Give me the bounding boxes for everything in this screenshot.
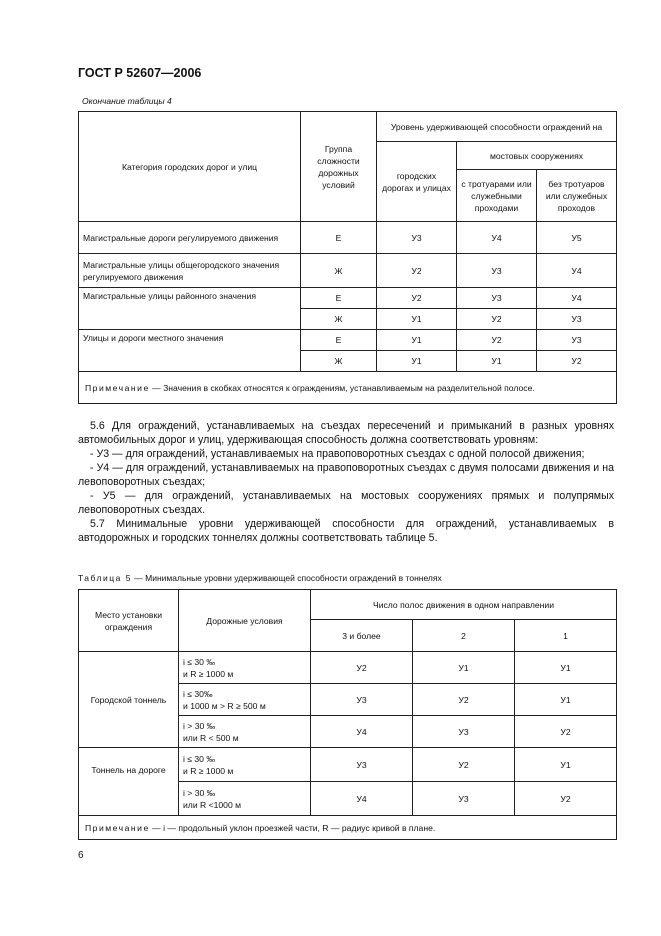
condition-cell: i > 30 ‰ или R < 500 м [179, 716, 311, 748]
level-cell: У2 [311, 652, 413, 684]
th-lanes: Число полос движения в одном направлении [311, 590, 617, 620]
level-cell: У2 [515, 716, 617, 748]
table4-caption: Окончание таблицы 4 [82, 96, 172, 106]
level-cell: У2 [413, 748, 515, 782]
level-cell: У2 [377, 254, 457, 288]
place-road-tunnel: Тоннель на дороге [79, 748, 179, 816]
th-group: Группа сложности дорожных условий [301, 112, 377, 222]
category-cell: Магистральные улицы общегородского значения регулируемого движения [79, 254, 301, 288]
category-cell: Магистральные улицы районного значения [79, 288, 301, 330]
level-cell: У3 [413, 782, 515, 816]
place-city-tunnel: Городской тоннель [79, 652, 179, 748]
level-cell: У5 [537, 222, 617, 254]
group-cell: Е [301, 222, 377, 254]
table-row [79, 748, 617, 782]
category-cell: Магистральные дороги регулируемого движения [79, 222, 301, 254]
level-cell: У3 [537, 330, 617, 351]
level-cell: У1 [377, 351, 457, 372]
th-with-sidewalks: с тротуарами или служебными проходами [457, 170, 537, 222]
level-cell: У4 [537, 254, 617, 288]
level-cell: У1 [413, 652, 515, 684]
table-4 [78, 111, 617, 404]
th-place: Место установки ограждения [79, 590, 179, 652]
caption-text: — Минимальные уровни удерживающей способности ограждений в тоннелях [131, 573, 442, 583]
th-level: Уровень удерживающей способности ограждений на [377, 112, 617, 142]
paragraph-5-6: 5.6 Для ограждений, устанавливаемых на съездах пересечений и примыканий в разных уровнях автомобильных дорог и улиц, удерживающая способность должна соответствовать уровням: [78, 420, 614, 446]
level-cell: У2 [457, 309, 537, 330]
level-cell: У4 [537, 288, 617, 309]
level-cell: У3 [377, 222, 457, 254]
note-text: — Значения в скобках относятся к ограждениям, устанавливаемым на разделительной полосе. [149, 382, 535, 393]
th-without-sidewalks: без тротуаров или служебных проходов [537, 170, 617, 222]
document-header: ГОСТ Р 52607—2006 [78, 66, 202, 80]
table-row [79, 288, 617, 309]
group-cell: Ж [301, 351, 377, 372]
level-cell: У1 [377, 330, 457, 351]
level-cell: У1 [515, 748, 617, 782]
th-city-roads: городских дорогах и улицах [377, 142, 457, 222]
level-cell: У3 [413, 716, 515, 748]
body-text [78, 419, 614, 545]
category-cell: Улицы и дороги местного значения [79, 330, 301, 372]
level-cell: У4 [457, 222, 537, 254]
group-cell: Е [301, 288, 377, 309]
level-cell: У3 [311, 748, 413, 782]
th-lanes-2: 2 [413, 620, 515, 652]
level-cell: У4 [311, 782, 413, 816]
level-cell: У3 [311, 684, 413, 716]
page-number: 6 [78, 850, 84, 861]
table5-note [79, 816, 617, 840]
level-cell: У3 [457, 288, 537, 309]
th-category: Категория городских дорог и улиц [79, 112, 301, 222]
condition-cell: i ≤ 30 ‰ и R ≥ 1000 м [179, 652, 311, 684]
level-cell: У1 [515, 652, 617, 684]
bullet-y4: - У4 — для ограждений, устанавливаемых на правоповоротных съездах с двумя полосами движения и на левоповоротных съездах; [78, 462, 614, 488]
level-cell: У2 [457, 330, 537, 351]
table-row [79, 222, 617, 254]
group-cell: Ж [301, 309, 377, 330]
condition-cell: i ≤ 30 ‰ и R ≥ 1000 м [179, 748, 311, 782]
th-lanes-1: 1 [515, 620, 617, 652]
level-cell: У2 [515, 782, 617, 816]
bullet-y3: - У3 — для ограждений, устанавливаемых на правоповоротных съездах с одной полосой движения; [90, 448, 585, 460]
level-cell: У1 [515, 684, 617, 716]
level-cell: У2 [413, 684, 515, 716]
th-conditions: Дорожные условия [179, 590, 311, 652]
table-row [79, 652, 617, 684]
th-lanes-3: 3 и более [311, 620, 413, 652]
level-cell: У1 [457, 351, 537, 372]
level-cell: У3 [457, 254, 537, 288]
table4-note [79, 372, 617, 404]
paragraph-5-7: 5.7 Минимальные уровни удерживающей способности для ограждений, устанавливаемых в автодорожных и городских тоннелях должны соответствовать таблице 5. [78, 518, 614, 544]
table-5 [78, 589, 617, 840]
caption-label: Таблица 5 [78, 573, 132, 583]
level-cell: У1 [377, 309, 457, 330]
note-label: Примечание [85, 822, 150, 833]
note-label: Примечание [85, 382, 150, 393]
table-row [79, 254, 617, 288]
bullet-y5: - У5 — для ограждений, устанавливаемых на мостовых сооружениях прямых и полупрямых левоповоротных съездах. [78, 490, 614, 516]
condition-cell: i > 30 ‰ или R <1000 м [179, 782, 311, 816]
table-row [79, 330, 617, 351]
group-cell: Ж [301, 254, 377, 288]
table5-caption [78, 573, 442, 583]
th-bridges: мостовых сооружениях [457, 142, 617, 170]
condition-cell: i ≤ 30‰ и 1000 м > R ≥ 500 м [179, 684, 311, 716]
level-cell: У2 [537, 351, 617, 372]
level-cell: У4 [311, 716, 413, 748]
level-cell: У3 [537, 309, 617, 330]
group-cell: Е [301, 330, 377, 351]
level-cell: У2 [377, 288, 457, 309]
note-text: — i — продольный уклон проезжей части, R — радиус кривой в плане. [149, 822, 436, 833]
